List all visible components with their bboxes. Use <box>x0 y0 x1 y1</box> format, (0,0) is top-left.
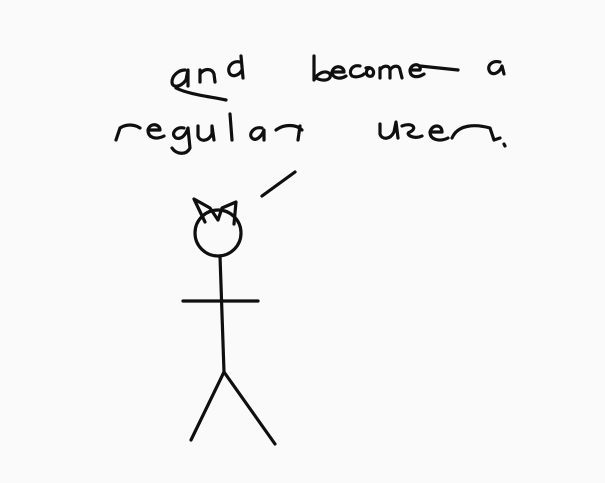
speech-tick <box>262 172 295 196</box>
stick-figure <box>183 199 275 444</box>
body <box>220 256 224 372</box>
speech-line-2-handwriting <box>116 114 505 153</box>
right-leg <box>224 372 275 444</box>
left-leg <box>191 372 224 440</box>
speech-line-1-handwriting <box>172 56 504 100</box>
